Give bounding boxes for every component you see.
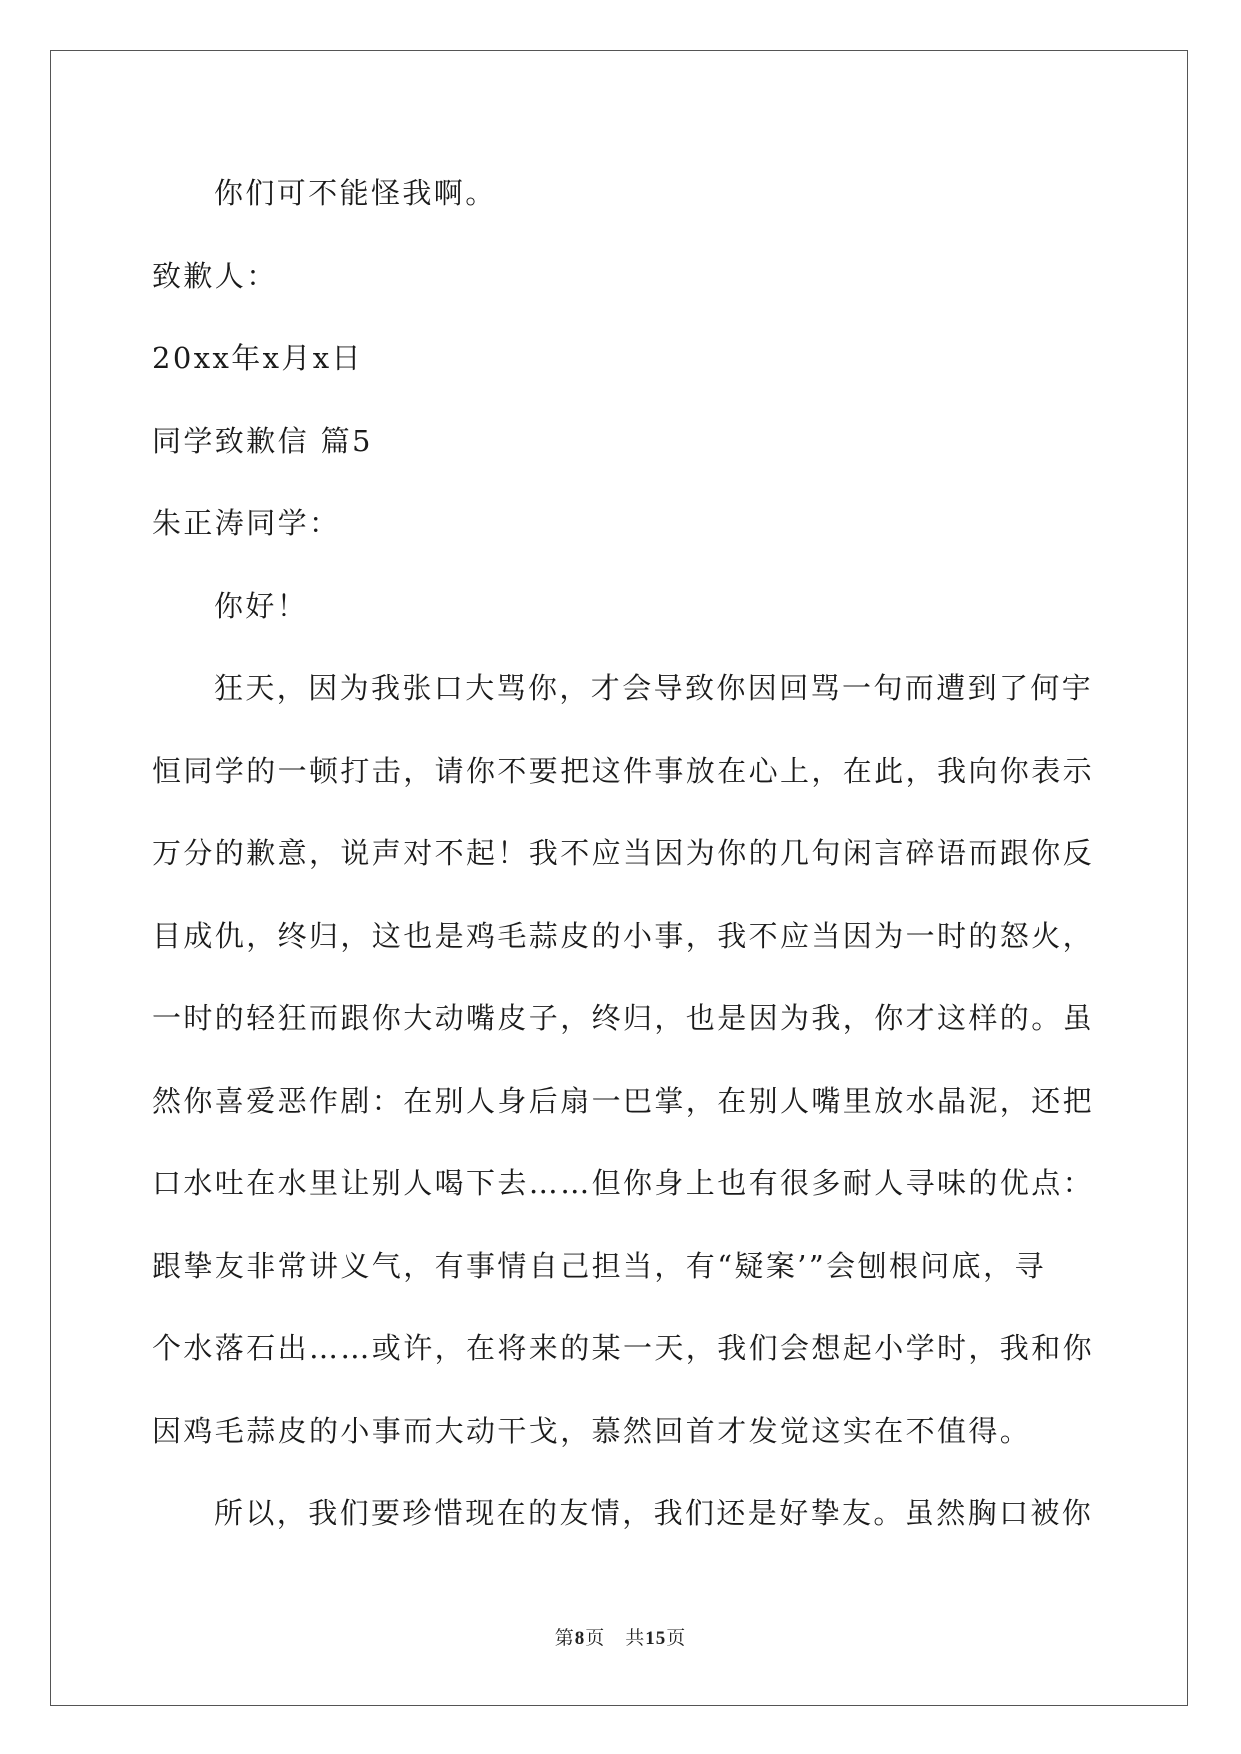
salutation: 朱正涛同学： xyxy=(152,506,341,540)
paragraph-line: 跟挚友非常讲义气，有事情自己担当，有“疑案’”会刨根问底，寻 xyxy=(152,1248,1046,1283)
paragraph-line: 然你喜爱恶作剧：在别人身后扇一巴掌，在别人嘴里放水晶泥，还把 xyxy=(152,1083,1095,1118)
paragraph-line: 恒同学的一顿打击，请你不要把这件事放在心上，在此，我向你表示 xyxy=(152,753,1095,788)
page-suffix: 页 xyxy=(585,1627,606,1649)
paragraph-line: 所以，我们要珍惜现在的友情，我们还是好挚友。虽然胸口被你 xyxy=(214,1496,1094,1530)
signature-date: 20xx年x月x日 xyxy=(152,341,363,375)
paragraph-line: 因鸡毛蒜皮的小事而大动干戈，慕然回首才发觉这实在不值得。 xyxy=(152,1413,1032,1448)
page-footer xyxy=(0,1623,1241,1650)
page-number: 8 xyxy=(574,1628,586,1649)
total-suffix: 页 xyxy=(666,1627,687,1649)
document-body xyxy=(152,165,1095,1568)
paragraph-line: 一时的轻狂而跟你大动嘴皮子，终归，也是因为我，你才这样的。虽 xyxy=(152,1001,1095,1035)
greeting: 你好！ xyxy=(214,588,309,623)
paragraph-line: 万分的歉意，说声对不起！我不应当因为你的几句闲言碎语而跟你反 xyxy=(152,836,1095,870)
section-title: 同学致歉信 篇5 xyxy=(152,423,373,458)
paragraph-line: 你们可不能怪我啊。 xyxy=(214,176,497,210)
paragraph-line: 口水吐在水里让别人喝下去……但你身上也有很多耐人寻味的优点： xyxy=(152,1166,1095,1200)
signature-label: 致歉人： xyxy=(152,258,278,293)
total-pages: 15 xyxy=(645,1628,667,1649)
paragraph-line: 狂天，因为我张口大骂你，才会导致你因回骂一句而遭到了何宇 xyxy=(214,671,1094,705)
total-prefix: 共 xyxy=(625,1627,646,1649)
paragraph-line: 目成仇，终归，这也是鸡毛蒜皮的小事，我不应当因为一时的怒火， xyxy=(152,918,1095,953)
page-prefix: 第 xyxy=(554,1627,575,1649)
paragraph-line: 个水落石出……或许，在将来的某一天，我们会想起小学时，我和你 xyxy=(152,1331,1095,1365)
